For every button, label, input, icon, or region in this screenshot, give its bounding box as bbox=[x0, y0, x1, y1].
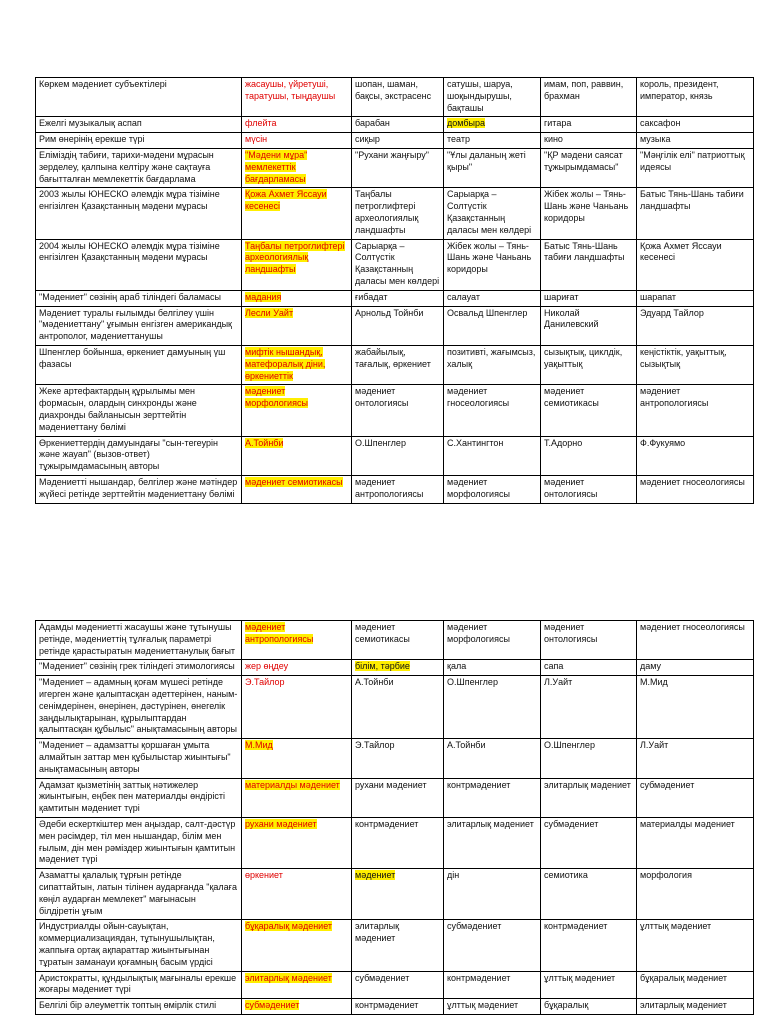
option-cell bbox=[637, 999, 754, 1015]
option-text: мәдениет семиотикасы bbox=[355, 622, 410, 644]
option-cell bbox=[444, 133, 541, 149]
option-cell bbox=[637, 778, 754, 817]
option-text: контрмәдениет bbox=[447, 779, 511, 790]
option-cell bbox=[352, 306, 444, 345]
option-cell bbox=[444, 117, 541, 133]
option-text: жабайылық, тағалық, өркениет bbox=[355, 346, 431, 369]
option-cell bbox=[541, 971, 637, 999]
table-row bbox=[36, 148, 754, 187]
question-cell: Адамды мәдениетті жасаушы және тұтынушы ретінде, мәдениеттің тұлғалық параметрі ретінде қарастыратын мәдениеттанулық бағыт bbox=[36, 621, 242, 660]
option-text: шарапат bbox=[640, 291, 677, 302]
correct-answer: мүсін bbox=[245, 134, 268, 145]
answer-cell bbox=[242, 148, 352, 187]
question-cell: Аристократты, құндылықтық мағыналы ерекше жоғары мәдениет түрі bbox=[36, 971, 242, 999]
answer-cell bbox=[242, 133, 352, 149]
option-text: Арнольд Тойнби bbox=[355, 307, 424, 318]
option-text: контрмәдениет bbox=[447, 972, 511, 983]
option-cell bbox=[541, 676, 637, 739]
option-cell bbox=[541, 78, 637, 117]
option-text: мәдениет bbox=[355, 870, 396, 881]
option-cell bbox=[444, 436, 541, 475]
option-cell bbox=[352, 385, 444, 436]
option-cell bbox=[444, 971, 541, 999]
question-cell: Мәдениетті нышандар, белгілер және мәтіндер жүйесі ретінде зерттейтін мәдениеттану бөлімі bbox=[36, 475, 242, 503]
answer-cell bbox=[242, 999, 352, 1015]
option-text: рухани мәдениет bbox=[355, 779, 427, 790]
option-cell bbox=[637, 188, 754, 239]
option-cell bbox=[444, 999, 541, 1015]
option-cell bbox=[444, 869, 541, 920]
option-text: элитарлық мәдениет bbox=[640, 1000, 727, 1011]
answer-cell bbox=[242, 971, 352, 999]
table-row bbox=[36, 869, 754, 920]
option-text: А.Тойнби bbox=[355, 677, 394, 688]
option-cell bbox=[352, 133, 444, 149]
option-text: ұлттық мәдениет bbox=[447, 1000, 519, 1011]
correct-answer: жер өңдеу bbox=[245, 661, 289, 672]
option-text: М.Мид bbox=[640, 677, 668, 688]
question-cell: Шпенглер бойынша, өркениет дамуының үш фазасы bbox=[36, 345, 242, 384]
option-text: мәдениет онтологиясы bbox=[544, 622, 598, 644]
option-cell bbox=[541, 475, 637, 503]
option-text: сызықтық, циклдік, уақыттық bbox=[544, 346, 623, 369]
option-cell bbox=[541, 385, 637, 436]
option-text: домбыра bbox=[447, 118, 485, 129]
option-text: мәдениет морфологиясы bbox=[447, 476, 510, 499]
option-text: морфология bbox=[640, 870, 692, 881]
table-row bbox=[36, 475, 754, 503]
correct-answer: мәдениет морфологиясы bbox=[245, 386, 308, 409]
option-text: "ҚР мәдени саясат тұжырымдамасы" bbox=[544, 149, 623, 172]
option-cell bbox=[541, 133, 637, 149]
option-text: субмәдениет bbox=[447, 921, 502, 932]
option-cell bbox=[352, 78, 444, 117]
option-text: сатушы, шаруа, шоқындырушы, бақташы bbox=[447, 79, 513, 113]
option-cell bbox=[444, 475, 541, 503]
table-row bbox=[36, 676, 754, 739]
option-cell bbox=[352, 475, 444, 503]
option-text: позитивті, жағымсыз, халық bbox=[447, 346, 536, 369]
option-text: элитарлық мәдениет bbox=[355, 921, 400, 944]
table-row bbox=[36, 385, 754, 436]
option-text: король, президент, император, князь bbox=[640, 79, 719, 101]
option-cell bbox=[637, 869, 754, 920]
answer-cell bbox=[242, 78, 352, 117]
question-cell: Жеке артефактардың құрылымы мен формасын, олардың синхронды және диахронды байланысын зерттейтін мәдениеттану бөлімі bbox=[36, 385, 242, 436]
question-cell: 2003 жылы ЮНЕСКО әлемдік мұра тізіміне енгізілген Қазақстанның мәдени мұрасы bbox=[36, 188, 242, 239]
option-text: материалды мәдениет bbox=[640, 818, 735, 829]
option-text: мәдениет морфологиясы bbox=[447, 622, 510, 644]
option-text: ғибадат bbox=[355, 291, 388, 302]
correct-answer: мәдениет семиотикасы bbox=[245, 476, 343, 487]
option-text: мәдениет гносеологиясы bbox=[447, 386, 510, 409]
option-text: контрмәдениет bbox=[355, 1000, 419, 1011]
option-cell bbox=[444, 621, 541, 660]
option-text: бұқаралық мәдениет bbox=[640, 972, 728, 983]
answer-cell bbox=[242, 385, 352, 436]
answer-cell bbox=[242, 660, 352, 676]
option-text: гитара bbox=[544, 118, 572, 129]
option-text: Таңбалы петроглифтері археологиялық ландшафты bbox=[355, 189, 419, 235]
answer-cell bbox=[242, 475, 352, 503]
option-cell bbox=[637, 817, 754, 868]
option-cell bbox=[352, 436, 444, 475]
option-cell bbox=[352, 971, 444, 999]
option-text: О.Шпенглер bbox=[544, 740, 595, 751]
table-row bbox=[36, 239, 754, 290]
question-cell: Еліміздің табиғи, тарихи-мәдени мұрасын зерделеу, қалпына келтіру және сақтауға бағытталған мемлекеттік бағдарлама bbox=[36, 148, 242, 187]
option-cell bbox=[637, 148, 754, 187]
option-cell bbox=[541, 999, 637, 1015]
table-row bbox=[36, 920, 754, 971]
answer-cell bbox=[242, 436, 352, 475]
question-cell: "Мәдениет" сөзінің грек тіліндегі этимологиясы bbox=[36, 660, 242, 676]
option-cell bbox=[541, 239, 637, 290]
question-cell: Ежелгі музыкалық аспап bbox=[36, 117, 242, 133]
option-cell bbox=[444, 306, 541, 345]
correct-answer: өркениет bbox=[245, 870, 283, 881]
option-cell bbox=[541, 306, 637, 345]
answer-cell bbox=[242, 290, 352, 306]
table-row bbox=[36, 133, 754, 149]
option-cell bbox=[541, 621, 637, 660]
table-row bbox=[36, 117, 754, 133]
option-cell bbox=[637, 133, 754, 149]
option-text: білім, тәрбие bbox=[355, 661, 410, 672]
table-row bbox=[36, 306, 754, 345]
option-text: Сарыарқа – Солтүстік Қазақстанның даласы мен көлдері bbox=[447, 189, 532, 235]
option-text: элитарлық мәдениет bbox=[447, 818, 534, 829]
option-text: Батыс Тянь-Шань табиғи ландшафты bbox=[640, 189, 744, 212]
option-text: шариғат bbox=[544, 291, 579, 302]
correct-answer: бұқаралық мәдениет bbox=[245, 921, 333, 932]
option-cell bbox=[541, 148, 637, 187]
option-text: мәдениет гносеологиясы bbox=[640, 476, 745, 487]
option-cell bbox=[637, 920, 754, 971]
table-row bbox=[36, 621, 754, 660]
option-text: семиотика bbox=[544, 870, 588, 881]
option-text: контрмәдениет bbox=[355, 818, 419, 829]
correct-answer: А.Тойнби bbox=[245, 437, 284, 448]
correct-answer: субмәдениет bbox=[245, 1000, 300, 1011]
option-text: мәдениет антропологиясы bbox=[355, 476, 424, 499]
table-row bbox=[36, 436, 754, 475]
question-cell: Өркениеттердің дамуындағы "сын-тегеурін және жауап" (вызов-ответ) тұжырымдамасының авторы bbox=[36, 436, 242, 475]
option-text: А.Тойнби bbox=[447, 740, 486, 751]
option-cell bbox=[444, 385, 541, 436]
option-text: мәдениет онтологиясы bbox=[355, 386, 409, 409]
question-cell: "Мәдениет" сөзінің араб тіліндегі баламасы bbox=[36, 290, 242, 306]
option-cell bbox=[637, 385, 754, 436]
option-cell bbox=[541, 778, 637, 817]
option-cell bbox=[637, 660, 754, 676]
correct-answer: рухани мәдениет bbox=[245, 818, 317, 829]
option-text: бұқаралық bbox=[544, 1000, 589, 1011]
question-cell: Белгілі бір әлеуметтік топтың өмірлік стилі bbox=[36, 999, 242, 1015]
option-cell bbox=[444, 778, 541, 817]
option-text: Э.Тайлор bbox=[355, 740, 395, 751]
correct-answer: мадания bbox=[245, 291, 282, 302]
option-text: сиқыр bbox=[355, 134, 380, 145]
question-cell: 2004 жылы ЮНЕСКО әлемдік мұра тізіміне енгізілген Қазақстанның мәдени мұрасы bbox=[36, 239, 242, 290]
option-cell bbox=[637, 475, 754, 503]
table-row bbox=[36, 78, 754, 117]
correct-answer: М.Мид bbox=[245, 740, 273, 751]
option-cell bbox=[541, 290, 637, 306]
table-row bbox=[36, 971, 754, 999]
option-cell bbox=[637, 117, 754, 133]
option-text: даму bbox=[640, 661, 662, 672]
option-text: Ф.Фукуямо bbox=[640, 437, 686, 448]
option-text: субмәдениет bbox=[640, 779, 695, 790]
answer-cell bbox=[242, 345, 352, 384]
option-cell bbox=[352, 920, 444, 971]
option-text: О.Шпенглер bbox=[355, 437, 406, 448]
option-cell bbox=[352, 117, 444, 133]
option-text: кеңістіктік, уақыттық, сызықтық bbox=[640, 346, 727, 369]
option-text: мәдениет антропологиясы bbox=[640, 386, 709, 409]
option-cell bbox=[444, 78, 541, 117]
correct-answer: элитарлық мәдениет bbox=[245, 972, 332, 983]
option-cell bbox=[352, 188, 444, 239]
table-row bbox=[36, 778, 754, 817]
answer-cell bbox=[242, 676, 352, 739]
option-cell bbox=[637, 621, 754, 660]
option-cell bbox=[444, 290, 541, 306]
correct-answer: флейта bbox=[245, 118, 277, 129]
option-cell bbox=[637, 436, 754, 475]
option-cell bbox=[637, 306, 754, 345]
option-text: театр bbox=[447, 134, 470, 145]
option-text: Л.Уайт bbox=[544, 677, 573, 688]
answer-cell bbox=[242, 621, 352, 660]
option-cell bbox=[352, 739, 444, 778]
option-cell bbox=[444, 739, 541, 778]
option-text: барабан bbox=[355, 118, 390, 129]
option-cell bbox=[541, 869, 637, 920]
question-cell: Адамзат қызметінің заттық нәтижелер жиынтығын, еңбек пен материалды өндірісті қамтитын мәдениет түрі bbox=[36, 778, 242, 817]
correct-answer: "Мәдени мұра" мемлекеттік бағдарламасы bbox=[245, 149, 308, 184]
table-row bbox=[36, 290, 754, 306]
option-cell bbox=[541, 817, 637, 868]
option-text: Қожа Ахмет Яссауи кесенесі bbox=[640, 240, 722, 263]
option-text: мәдениет гносеологиясы bbox=[640, 622, 745, 632]
option-text: субмәдениет bbox=[544, 818, 599, 829]
option-text: мәдениет семиотикасы bbox=[544, 386, 599, 409]
option-text: шопан, шаман, бақсы, экстрасенс bbox=[355, 79, 432, 101]
option-cell bbox=[637, 290, 754, 306]
option-text: Батыс Тянь-Шань табиғи ландшафты bbox=[544, 240, 625, 263]
option-cell bbox=[637, 345, 754, 384]
correct-answer: жасаушы, үйретуші, таратушы, тыңдаушы bbox=[245, 79, 336, 101]
option-cell bbox=[352, 239, 444, 290]
quiz-table-1 bbox=[35, 77, 754, 504]
option-text: ұлттық мәдениет bbox=[640, 921, 712, 932]
option-cell bbox=[444, 345, 541, 384]
table-row bbox=[36, 188, 754, 239]
question-cell: "Мәдениет – адамның қоғам мүшесі ретінде игерген және қалыптасқан әдеттерінен, наным-сенімдерінен, өнерінен, дәстүрінен, өнегелік заңдылықтарынан, құрылыптардан қалыптасқан құбылыс" анықтамасының авторы bbox=[36, 676, 242, 739]
option-text: контрмәдениет bbox=[544, 921, 608, 932]
answer-cell bbox=[242, 306, 352, 345]
option-text: субмәдениет bbox=[355, 972, 410, 983]
question-cell: Көркем мәдениет субъектілері bbox=[36, 78, 242, 117]
option-text: "Ұлы даланың жеті қыры" bbox=[447, 149, 526, 172]
correct-answer: мәдениет антропологиясы bbox=[245, 622, 314, 644]
option-text: Освальд Шпенглер bbox=[447, 307, 528, 318]
option-cell bbox=[637, 739, 754, 778]
option-cell bbox=[637, 971, 754, 999]
correct-answer: Қожа Ахмет Яссауи кесенесі bbox=[245, 189, 327, 212]
question-cell: Индустриалды ойын-сауықтан, коммерциализациядан, тұтынушылықтан, жаппыға ортақ ақпараттар жиынтығынан тұратын заманауи қоғамның басым үрдісі bbox=[36, 920, 242, 971]
answer-cell bbox=[242, 778, 352, 817]
option-text: Жібек жолы – Тянь-Шань және Чаньань коридоры bbox=[544, 189, 629, 223]
correct-answer: Э.Тайлор bbox=[245, 677, 285, 688]
question-cell: "Мәдениет – адамзатты қоршаған ұмыта алмайтын заттар мен құбылыстар жиынтығы" анықтамасының авторы bbox=[36, 739, 242, 778]
question-cell: Әдеби ескерткіштер мен аңыздар, салт-дәстүр мен рәсімдер, тіл мен нышандар, білім мен ғылым, дін мен рәміздер жиынтығын қамтитын мәдениет түрі bbox=[36, 817, 242, 868]
option-text: С.Хантингтон bbox=[447, 437, 504, 448]
answer-cell bbox=[242, 817, 352, 868]
option-text: қала bbox=[447, 661, 467, 672]
question-cell: Рим өнерінің ерекше түрі bbox=[36, 133, 242, 149]
option-text: Жібек жолы – Тянь-Шань және Чаньань коридоры bbox=[447, 240, 532, 275]
question-cell: Мәдениет туралы ғылымды белгілеу үшін "мәдениеттану" ұғымын енгізген американдық антрополог, мәдениеттанушы bbox=[36, 306, 242, 345]
option-cell bbox=[541, 920, 637, 971]
answer-cell bbox=[242, 239, 352, 290]
option-text: мәдениет онтологиясы bbox=[544, 476, 598, 499]
answer-cell bbox=[242, 869, 352, 920]
option-cell bbox=[352, 621, 444, 660]
option-cell bbox=[541, 117, 637, 133]
option-cell bbox=[637, 239, 754, 290]
option-text: саксафон bbox=[640, 118, 681, 129]
option-text: О.Шпенглер bbox=[447, 677, 498, 688]
table-row bbox=[36, 345, 754, 384]
option-cell bbox=[637, 676, 754, 739]
option-cell bbox=[352, 817, 444, 868]
quiz-table-2-body bbox=[36, 621, 754, 1015]
option-text: Эдуард Тайлор bbox=[640, 307, 704, 318]
option-text: ұлттық мәдениет bbox=[544, 972, 616, 983]
answer-cell bbox=[242, 920, 352, 971]
answer-cell bbox=[242, 117, 352, 133]
option-cell bbox=[352, 290, 444, 306]
option-text: музыка bbox=[640, 134, 671, 145]
option-cell bbox=[444, 817, 541, 868]
option-cell bbox=[352, 999, 444, 1015]
answer-cell bbox=[242, 188, 352, 239]
option-text: элитарлық мәдениет bbox=[544, 779, 631, 790]
option-text: Л.Уайт bbox=[640, 740, 669, 751]
option-text: Николай Данилевский bbox=[544, 307, 599, 330]
option-cell bbox=[541, 345, 637, 384]
option-cell bbox=[352, 869, 444, 920]
option-text: кино bbox=[544, 134, 563, 145]
option-cell bbox=[444, 660, 541, 676]
option-cell bbox=[444, 148, 541, 187]
quiz-table-2 bbox=[35, 620, 754, 1015]
option-cell bbox=[541, 739, 637, 778]
option-text: Т.Адорно bbox=[544, 437, 583, 448]
option-text: имам, поп, раввин, брахман bbox=[544, 79, 624, 101]
option-text: сапа bbox=[544, 661, 564, 672]
answer-cell bbox=[242, 739, 352, 778]
correct-answer: Таңбалы петроглифтері археологиялық ландшафты bbox=[245, 240, 345, 275]
table-row bbox=[36, 739, 754, 778]
question-cell: Азаматты қалалық тұрғын ретінде сипаттайтын, латын тілінен аударғанда "қалаға көңіл аударған мемлекет" мағынасын білдіретін ұғым bbox=[36, 869, 242, 920]
option-text: салауат bbox=[447, 291, 480, 302]
option-text: "Рухани жаңғыру" bbox=[355, 149, 429, 160]
table-row bbox=[36, 999, 754, 1015]
option-cell bbox=[352, 345, 444, 384]
correct-answer: материалды мәдениет bbox=[245, 779, 340, 790]
option-cell bbox=[444, 239, 541, 290]
option-cell bbox=[541, 660, 637, 676]
option-cell bbox=[352, 676, 444, 739]
option-cell bbox=[352, 660, 444, 676]
option-cell bbox=[541, 188, 637, 239]
quiz-table-1-body bbox=[36, 78, 754, 504]
option-cell bbox=[637, 78, 754, 117]
table-row bbox=[36, 660, 754, 676]
table-row bbox=[36, 817, 754, 868]
option-text: Сарыарқа – Солтүстік Қазақстанның даласы мен көлдері bbox=[355, 240, 440, 286]
option-cell bbox=[352, 148, 444, 187]
correct-answer: мифтік нышандық, матефоралық діни, өркениеттік bbox=[245, 346, 326, 381]
option-cell bbox=[541, 436, 637, 475]
option-cell bbox=[352, 778, 444, 817]
correct-answer: Лесли Уайт bbox=[245, 307, 294, 318]
option-text: дін bbox=[447, 870, 460, 881]
option-cell bbox=[444, 920, 541, 971]
option-cell bbox=[444, 188, 541, 239]
option-cell bbox=[444, 676, 541, 739]
option-text: "Мәңгілік елі" патриоттық идеясы bbox=[640, 149, 745, 172]
